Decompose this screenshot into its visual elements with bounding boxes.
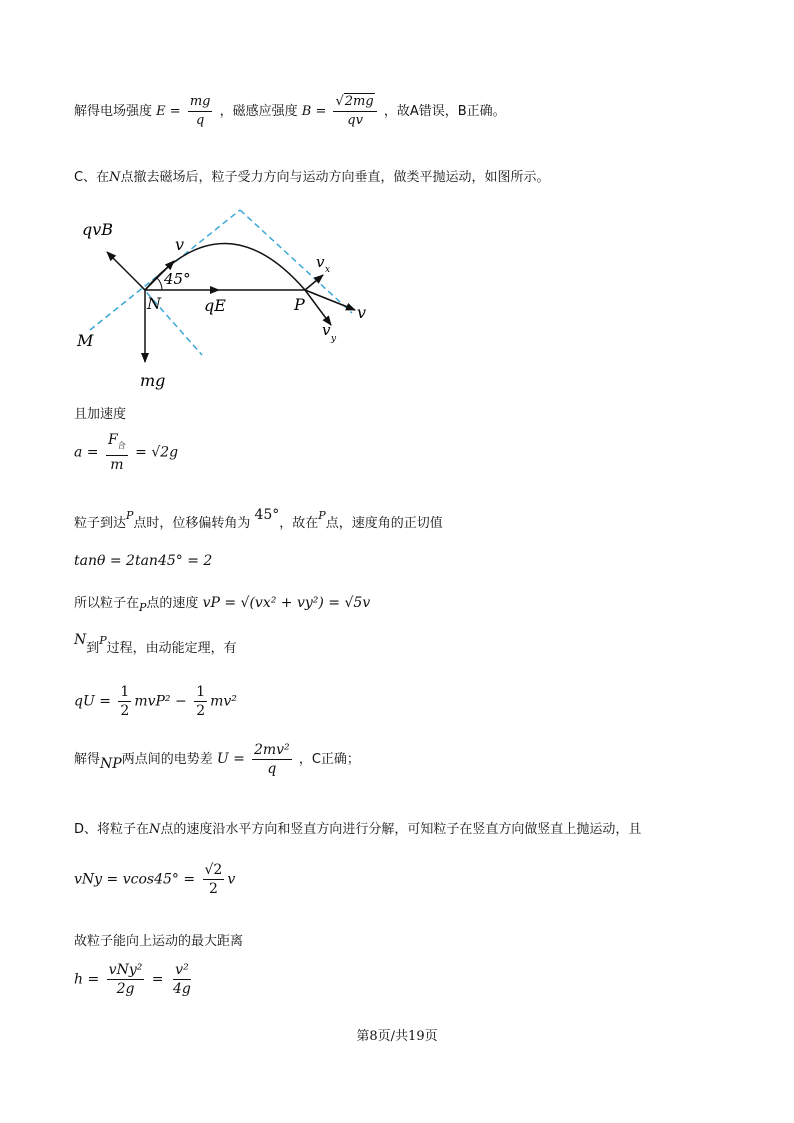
text: C、在 [74, 170, 110, 185]
numerator: mg [188, 94, 213, 112]
text: ，磁感应强度 [219, 104, 298, 119]
b-fraction [333, 94, 376, 129]
max-height-label: 故粒子能向上运动的最大距离 [74, 934, 244, 949]
eq: = [135, 444, 147, 461]
label-mg: mg [140, 371, 166, 390]
symbol-n: N [109, 170, 121, 185]
section-c [74, 166, 549, 185]
line-field-strength [74, 94, 506, 129]
speed-line: 所以粒子在$_P$点的速度 vP = √(vx² + vy²) = √5v [74, 595, 371, 614]
accel-formula: a = $\frac{F_合}{m}$ = √2g [74, 432, 179, 473]
label-vx-sub: x [325, 265, 331, 275]
reach-p-line: 粒子到达$^P$点时，位移偏转角为45°，故在$^P$点，速度角的正切值 [74, 507, 443, 531]
energy-formula: qU = $\frac{1}{2}$ mvP² − $\frac{1}{2}$ mv² [74, 684, 237, 719]
denominator: q [195, 113, 205, 128]
rhs: 2g [160, 444, 179, 461]
accel-fraction [106, 432, 128, 473]
label-qe: qE [204, 296, 226, 315]
b-eq: B = [301, 104, 327, 119]
speed-formula: vP = √(vx² + vy²) = √5v [202, 595, 371, 611]
vx-arrow [305, 275, 323, 290]
numerator: √2mg [333, 94, 376, 112]
label-n: N [147, 294, 161, 313]
text: ，故A错误，B正确。 [383, 104, 506, 119]
label-p: P [294, 295, 305, 314]
label-v-result: v [357, 303, 367, 322]
section-d: D、将粒子在N点的速度沿水平方向和竖直方向进行分解，可知粒子在竖直方向做竖直上抛运动，且 [74, 822, 642, 837]
text: 点撤去磁场后，粒子受力方向与运动方向垂直，做类平抛运动，如图所示。 [120, 170, 550, 185]
lhs: a = [74, 444, 99, 461]
tan-formula: tanθ = 2tan45° = 2 [74, 553, 213, 569]
vny-formula: vNy = vcos45° = $\frac{√2}{2}$ v [74, 862, 236, 897]
qvb-arrow [107, 252, 145, 290]
label-v: v [175, 235, 185, 254]
label-vy: v [322, 321, 331, 339]
label-vy-sub: y [331, 334, 337, 344]
angle-arc [157, 278, 162, 290]
motion-diagram [74, 205, 374, 395]
np-line: N到$^P$过程，由动能定理，有 [74, 632, 237, 656]
label-m: M [77, 331, 94, 350]
denominator: m [110, 456, 124, 473]
label-angle: 45° [164, 270, 191, 288]
potential-line: 解得NP两点间的电势差 U = $\frac{\text{2mv²}}{q}$ ，C正确； [74, 742, 360, 777]
text: 解得电场强度 [74, 104, 153, 119]
denominator: qv [347, 113, 363, 128]
accel-label: 且加速度 [74, 407, 127, 422]
label-vx: v [316, 253, 325, 271]
max-height-formula: h = $\frac{\text{vNy²}}{2g}$ = $\frac{\text{v²}}{4g}$ [74, 962, 191, 997]
e-fraction [188, 94, 213, 129]
numerator: $F_合$ [106, 432, 128, 456]
e-eq: E = [156, 104, 181, 119]
page-footer: 第8页/共19页 [356, 1029, 438, 1044]
label-qvb: qvB [82, 220, 114, 239]
